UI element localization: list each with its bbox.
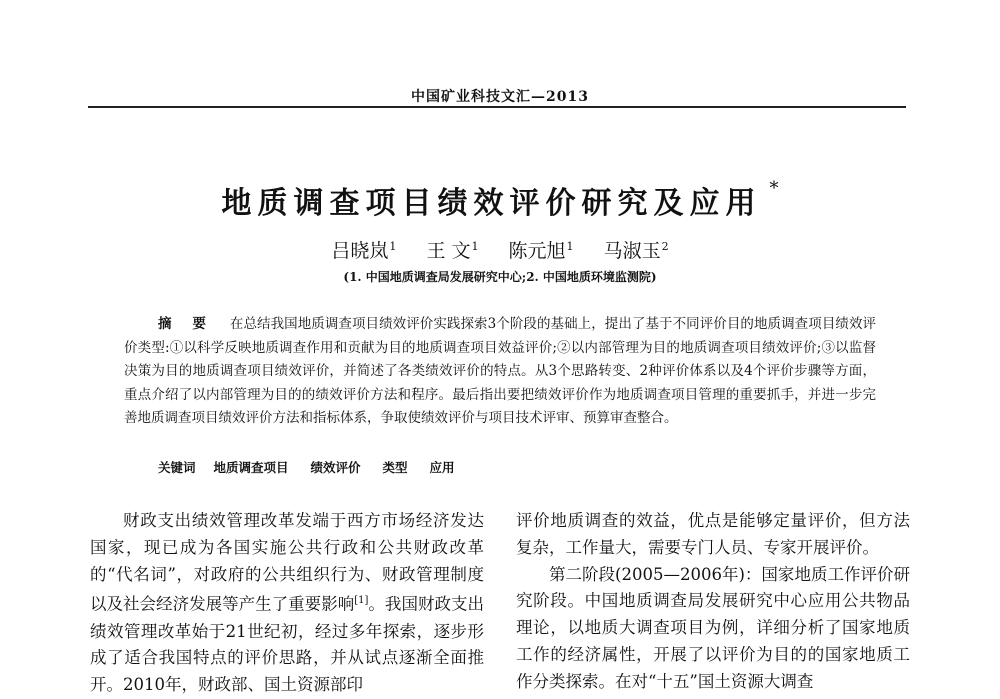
author-affiliation-mark: 2 xyxy=(661,239,669,253)
body-right-column xyxy=(516,508,910,696)
body-paragraph: 评价地质调查的效益，优点是能够定量评价，但方法复杂，工作量大，需要专门人员、专家开展评价。 xyxy=(516,511,910,557)
author xyxy=(509,240,574,262)
keyword: 绩效评价 xyxy=(310,460,361,475)
author xyxy=(604,240,669,262)
citation-ref: [1] xyxy=(354,595,369,607)
header-rule xyxy=(88,106,906,108)
author-name: 陈元旭 xyxy=(508,240,566,262)
keyword: 应用 xyxy=(429,460,455,475)
author-name: 马淑玉 xyxy=(603,240,661,262)
body-paragraph xyxy=(90,508,484,699)
author-affiliation-mark: 1 xyxy=(471,239,479,253)
keyword: 地质调查项目 xyxy=(213,460,289,475)
body-paragraph: 第二阶段(2005—2006年)：国家地质工作评价研究阶段。中国地质调查局发展研究中心应用公共物品理论，以地质大调查项目为例，详细分析了国家地质工作的经济属性，开展了以评价为目的的国家地质工作分类探索。在对“十五”国土资源大调查 xyxy=(516,564,910,691)
title-footnote-mark: * xyxy=(769,178,779,199)
author-name: 王 文 xyxy=(426,240,471,262)
paper-title: 地质调查项目绩效评价研究及应用 xyxy=(221,186,762,221)
keywords xyxy=(158,458,473,476)
keyword: 类型 xyxy=(382,460,408,475)
body-text: 。我国财政支出绩效管理改革始于21世纪初，经过多年探索，逐步形成了适合我国特点的评价思路，并从试点逐渐全面推开。2010年，财政部、国土资源部印 xyxy=(90,594,485,695)
author-affiliation-mark: 1 xyxy=(566,239,574,253)
affiliations: (1. 中国地质调查局发展研究中心;2. 中国地质环境监测院) xyxy=(343,270,657,284)
body-text: 财政支出绩效管理改革发端于西方市场经济发达国家，现已成为各国实施公共行政和公共财政改革的“代名词”，对政府的公共组织行为、财政管理制度以及社会经济发展等产生了重要影响 xyxy=(90,511,484,614)
keywords-label: 关键词 xyxy=(158,460,196,475)
author-list xyxy=(0,236,1000,263)
author xyxy=(426,240,478,262)
abstract-text: 在总结我国地质调查项目绩效评价实践探索3个阶段的基础上，提出了基于不同评价目的地质调查项目绩效评价类型:①以科学反映地质调查作用和贡献为目的地质调查项目效益评价;②以内部管理为目的地质调查项目绩效评价;③以监督决策为目的地质调查项目绩效评价，并简述了各类绩效评价的特点。从3个思路转变、2种评价体系以及4个评价步骤等方面，重点介绍了以内部管理为目的的绩效评价方法和程序。最后指出要把绩效评价作为地质调查项目管理的重要抓手，并进一步完善地质调查项目绩效评价方法和指标体系，争取使绩效评价与项目技术评审、预算审查整合。 xyxy=(124,316,877,426)
author xyxy=(331,240,396,262)
author-name: 吕晓岚 xyxy=(331,240,389,262)
author-affiliation-mark: 1 xyxy=(389,239,397,253)
abstract xyxy=(124,313,876,431)
title-row xyxy=(0,178,1000,222)
running-header: 中国矿业科技文汇—2013 xyxy=(411,89,589,105)
abstract-label: 摘 要 xyxy=(158,316,214,332)
body-left-column xyxy=(90,508,484,699)
